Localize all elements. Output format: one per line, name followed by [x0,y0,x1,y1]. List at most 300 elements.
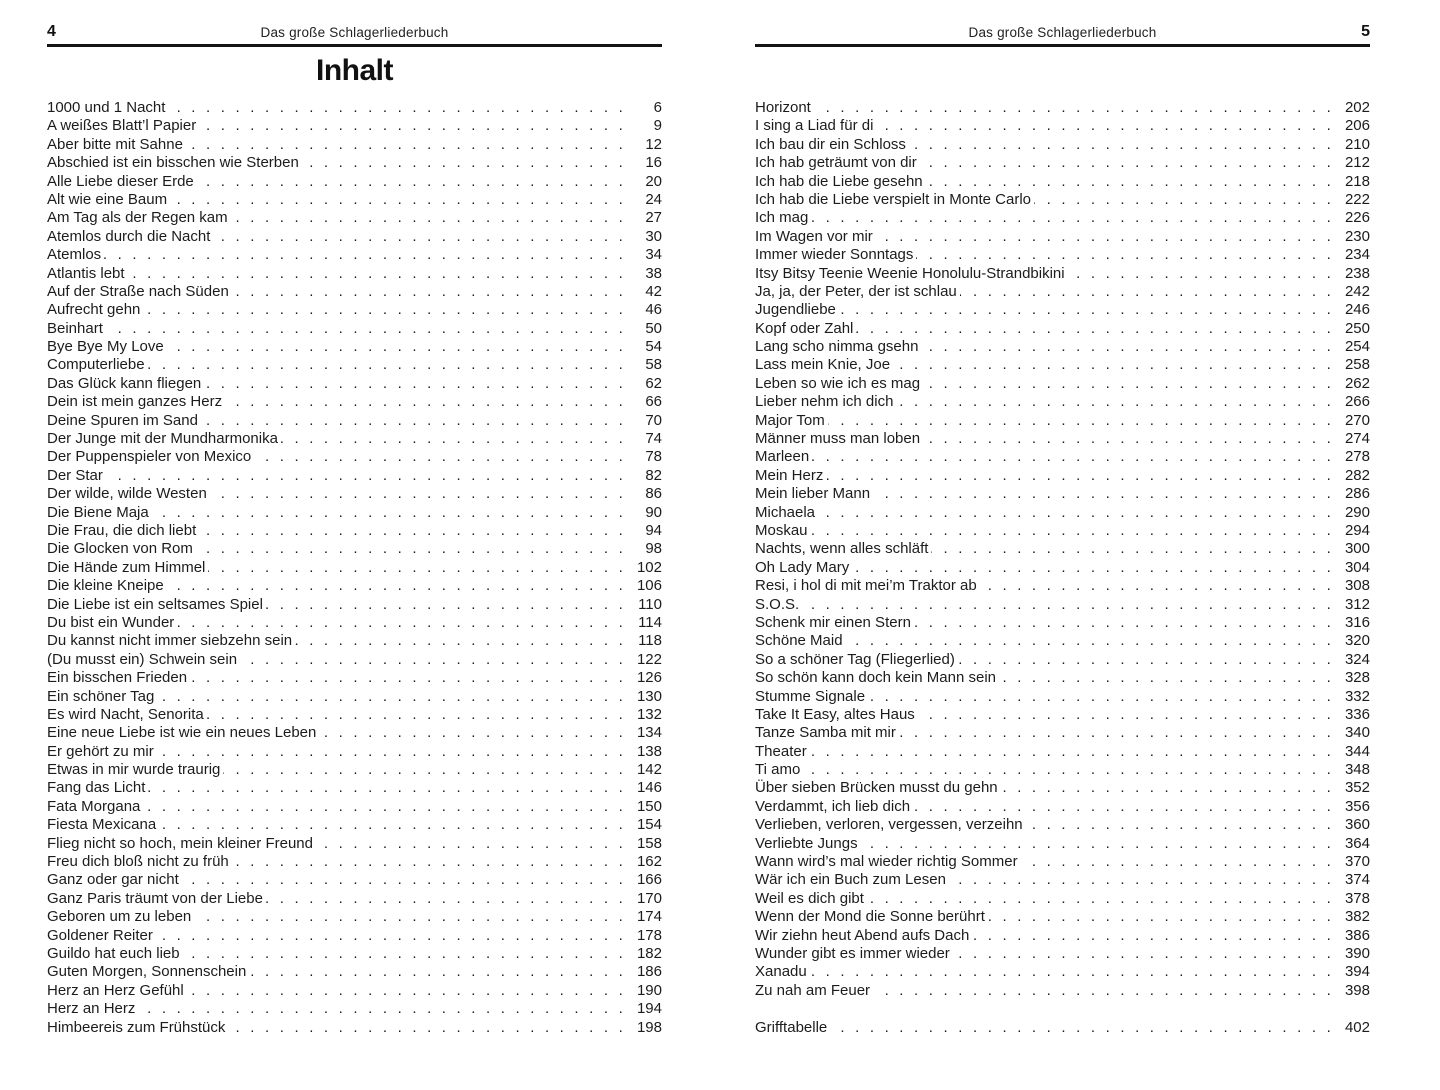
song-page-number: 114 [638,613,662,631]
song-page-number: 166 [636,871,662,889]
song-title: Wunder gibt es immer wieder [755,944,950,962]
dot-leader [148,356,626,374]
dot-leader [1026,816,1334,834]
song-page-number: 90 [645,503,662,521]
dot-leader [802,596,1334,614]
toc-entry [47,485,662,503]
song-title: Geboren um zu leben [47,908,192,926]
song-title: Auf der Straße nach Süden [47,282,229,300]
toc-entry [755,1019,1370,1037]
song-page-number: 38 [645,264,662,282]
dot-leader [916,246,1334,264]
song-title: Deine Spuren im Sand [47,411,198,429]
song-page-number: 386 [1344,926,1370,944]
toc-entry [47,283,662,301]
song-title: Verlieben, verloren, vergessen, verzeihn [755,816,1023,834]
dot-leader [921,338,1334,356]
song-page-number: 82 [645,466,662,484]
song-page-number: 356 [1344,797,1370,815]
song-page-number: 352 [1344,779,1370,797]
dot-leader [228,1019,626,1037]
song-page-number: 402 [1344,1018,1370,1036]
dot-leader [830,1019,1334,1037]
song-title: Du bist ein Wunder [47,613,175,631]
song-title: Oh Lady Mary [755,558,850,576]
song-title: Ganz oder gar nicht [47,871,179,889]
toc-entry [755,412,1370,430]
song-page-number: 218 [1344,172,1370,190]
song-page-number: 202 [1344,99,1370,116]
song-title: Der Puppenspieler von Mexico [47,448,252,466]
header-rule-right [755,44,1370,47]
song-title: 1000 und 1 Nacht [47,99,166,116]
song-title: Freu dich bloß nicht zu früh [47,853,229,871]
song-page-number: 158 [636,834,662,852]
toc-entry [47,927,662,945]
toc-entry [47,724,662,742]
toc-entry [47,412,662,430]
song-title: Computerliebe [47,356,145,374]
song-page-number: 390 [1344,944,1370,962]
toc-entry [47,246,662,264]
toc-entry [755,301,1370,319]
song-title: Atlantis lebt [47,264,125,282]
song-title: Der Star [47,466,103,484]
toc-entry [755,927,1370,945]
song-title: Eine neue Liebe ist wie ein neues Leben [47,724,317,742]
dot-leader [266,596,626,614]
song-title: Mein lieber Mann [755,485,871,503]
dot-leader [949,871,1334,889]
song-title: Die kleine Kneipe [47,577,164,595]
dot-leader [295,632,626,650]
dot-leader [923,430,1334,448]
toc-entry [47,522,662,540]
song-title: Major Tom [755,411,825,429]
song-title: Fata Morgana [47,797,141,815]
song-page-number: 300 [1344,540,1370,558]
toc-entry [755,724,1370,742]
toc-entry [47,743,662,761]
toc-entry [47,448,662,466]
song-page-number: 146 [636,779,662,797]
song-title: Das Glück kann fliegen [47,374,202,392]
song-page-number: 348 [1344,761,1370,779]
song-page-number: 118 [638,632,662,650]
dot-leader [812,448,1334,466]
toc-entry [755,191,1370,209]
song-title: Im Wagen vor mir [755,227,873,245]
toc-entry [755,246,1370,264]
dot-leader [168,99,626,117]
toc-entry [755,173,1370,191]
song-page-number: 132 [636,705,662,723]
dot-leader [106,467,626,485]
toc-entry [47,688,662,706]
song-page-number: 94 [645,521,662,539]
song-title: Lass mein Knie, Joe [755,356,891,374]
dot-leader [210,485,626,503]
song-title: Abschied ist ein bisschen wie Sterben [47,154,299,172]
toc-entry [47,540,662,558]
dot-leader [204,375,626,393]
dot-leader [177,614,626,632]
dot-leader [106,320,626,338]
toc-entry [47,853,662,871]
song-title: Dein ist mein ganzes Herz [47,393,223,411]
dot-leader [249,963,626,981]
dot-leader [828,412,1334,430]
book-page-4 [47,0,662,1090]
toc-entry [47,945,662,963]
toc-entry [755,945,1370,963]
song-title: Aber bitte mit Sahne [47,135,183,153]
dot-leader [980,577,1334,595]
song-page-number: 6 [653,99,662,116]
toc-entry [47,871,662,889]
toc-entry [755,485,1370,503]
song-title: Horizont [755,99,811,116]
toc-entry [47,430,662,448]
song-page-number: 50 [645,319,662,337]
toc-entry [47,467,662,485]
toc-entry [755,816,1370,834]
song-title: Ich bau dir ein Schloss [755,135,906,153]
song-title: Ja, ja, der Peter, der ist schlau [755,282,957,300]
song-title: Flieg nicht so hoch, mein kleiner Freund [47,834,313,852]
toc-entry [47,301,662,319]
dot-leader [868,688,1334,706]
song-title: Ganz Paris träumt von der Liebe [47,889,263,907]
dot-leader [196,540,626,558]
song-title: Immer wieder Sonntags [755,246,914,264]
song-title: Verdammt, ich lieb dich [755,797,911,815]
dot-leader [931,540,1334,558]
song-title: Ich hab geträumt von dir [755,154,917,172]
song-page-number: 266 [1344,393,1370,411]
song-page-number: 86 [645,485,662,503]
dot-leader [190,669,626,687]
song-page-number: 270 [1344,411,1370,429]
song-title: Du kannst nicht immer siebzehn sein [47,632,293,650]
toc-entry [755,320,1370,338]
song-title: Schöne Maid [755,632,843,650]
song-page-number: 42 [645,282,662,300]
dot-leader [926,173,1334,191]
song-page-number: 122 [636,650,662,668]
song-page-number: 222 [1344,190,1370,208]
song-page-number: 30 [645,227,662,245]
dot-leader [199,522,626,540]
page-number-right: 5 [1361,23,1370,40]
song-title: Wir ziehn heut Abend aufs Dach [755,926,970,944]
toc-entry [47,963,662,981]
song-title: Goldener Reiter [47,926,153,944]
song-title: Ich mag [755,209,809,227]
toc-entry [755,798,1370,816]
dot-leader [896,393,1334,411]
song-page-number: 258 [1344,356,1370,374]
toc-entry [755,467,1370,485]
dot-leader [920,154,1334,172]
toc-entry [47,320,662,338]
toc-entry [47,798,662,816]
song-title: Lieber nehm ich dich [755,393,894,411]
song-page-number: 24 [645,190,662,208]
song-page-number: 126 [636,669,662,687]
dot-leader [1068,265,1334,283]
song-title: Wär ich ein Buch zum Lesen [755,871,946,889]
toc-entry [47,375,662,393]
header-rule-left [47,44,662,47]
song-title: Schenk mir einen Stern [755,613,911,631]
toc-entry [755,761,1370,779]
song-page-number: 206 [1344,117,1370,135]
dot-leader [148,779,626,797]
song-page-number: 170 [636,889,662,907]
song-title: So a schöner Tag (Fliegerlied) [755,650,955,668]
song-page-number: 382 [1344,908,1370,926]
song-title: Die Frau, die dich liebt [47,521,197,539]
toc-entry [47,338,662,356]
song-page-number: 374 [1344,871,1370,889]
song-title: Der Junge mit der Mundharmonika [47,430,278,448]
dot-leader [138,1000,626,1018]
dot-leader [156,927,626,945]
song-page-number: 162 [636,853,662,871]
song-page-number: 54 [645,338,662,356]
dot-leader [810,743,1334,761]
song-page-number: 106 [636,577,662,595]
song-page-number: 58 [645,356,662,374]
song-title: Die Glocken von Rom [47,540,193,558]
dot-leader [167,577,626,595]
song-page-number: 304 [1344,558,1370,576]
song-page-number: 274 [1344,430,1370,448]
dot-leader [281,430,626,448]
dot-leader [918,706,1334,724]
toc-entry [755,522,1370,540]
dot-leader [826,467,1334,485]
song-title: (Du musst ein) Schwein sein [47,650,238,668]
toc-entry [47,393,662,411]
song-title: Theater [755,742,807,760]
dot-leader [909,136,1334,154]
dot-leader [803,761,1334,779]
toc-entry [47,835,662,853]
song-title: Lang scho nimma gsehn [755,338,919,356]
song-page-number: 178 [636,926,662,944]
toc-entry [47,761,662,779]
song-title: Fang das Licht [47,779,146,797]
song-title: Take It Easy, altes Haus [755,705,915,723]
toc-entry [47,154,662,172]
dot-leader [254,448,626,466]
song-page-number: 394 [1344,963,1370,981]
song-page-number: 9 [653,117,662,135]
song-page-number: 138 [636,742,662,760]
dot-leader [316,835,626,853]
dot-leader [861,835,1334,853]
song-page-number: 134 [636,724,662,742]
toc-entry [755,890,1370,908]
dot-leader [873,485,1334,503]
song-page-number: 242 [1344,282,1370,300]
song-title: Wenn der Mond die Sonne berührt [755,908,985,926]
dot-leader [958,651,1334,669]
dot-leader [240,651,626,669]
toc-entry [755,669,1370,687]
song-title: Kopf oder Zahl [755,319,854,337]
toc-entry [755,614,1370,632]
toc-entry [755,853,1370,871]
song-title: Nachts, wenn alles schläft [755,540,929,558]
song-page-number: 294 [1344,521,1370,539]
song-page-number: 70 [645,411,662,429]
song-title: So schön kann doch kein Mann sein [755,669,996,687]
song-title: Leben so wie ich es mag [755,374,921,392]
song-title: Atemlos [47,246,102,264]
song-title: I sing a Liad für di [755,117,874,135]
dot-leader [960,283,1334,301]
dot-leader [899,724,1334,742]
song-title: Etwas in mir wurde traurig [47,761,221,779]
dot-leader [811,522,1334,540]
toc-entry [47,99,662,117]
dot-leader [846,632,1334,650]
dot-leader [914,614,1334,632]
dot-leader [1001,779,1334,797]
toc-entry [47,908,662,926]
toc-entry [755,375,1370,393]
song-title: A weißes Blatt’l Papier [47,117,197,135]
dot-leader [183,945,626,963]
song-page-number: 320 [1344,632,1370,650]
book-page-5 [755,0,1370,1090]
song-page-number: 290 [1344,503,1370,521]
song-title: Itsy Bitsy Teenie Weenie Honolulu-Strandbikini [755,264,1065,282]
song-page-number: 20 [645,172,662,190]
song-title: Moskau [755,521,808,539]
toc-entry [755,356,1370,374]
toc-entry [755,632,1370,650]
song-page-number: 27 [645,209,662,227]
toc-entry [47,559,662,577]
dot-leader [302,154,626,172]
song-title: Guten Morgen, Sonnenschein [47,963,247,981]
dot-leader [225,393,626,411]
toc-entry [47,779,662,797]
song-title: Die Hände zum Himmel [47,558,206,576]
dot-leader [201,412,626,430]
dot-leader [1034,191,1334,209]
toc-entry [47,632,662,650]
song-page-number: 12 [645,135,662,153]
song-title: Tanze Samba mit mir [755,724,896,742]
song-title: Alle Liebe dieser Erde [47,172,194,190]
toc-entry [755,338,1370,356]
dot-leader [207,706,626,724]
song-page-number: 238 [1344,264,1370,282]
dot-leader [157,688,626,706]
dot-leader [856,320,1334,338]
dot-leader [231,209,626,227]
song-page-number: 250 [1344,319,1370,337]
song-title: Es wird Nacht, Senorita [47,705,204,723]
song-title: Alt wie eine Baum [47,190,168,208]
toc-entry [47,117,662,135]
song-title: Ich hab die Liebe verspielt in Monte Carlo [755,190,1031,208]
song-page-number: 46 [645,301,662,319]
dot-leader [893,356,1334,374]
toc-entry [755,559,1370,577]
dot-leader [988,908,1334,926]
song-title: Himbeereis zum Frühstück [47,1018,226,1036]
song-title: Stumme Signale [755,687,866,705]
toc-entry [47,890,662,908]
dot-leader [187,982,626,1000]
song-title: Mein Herz [755,466,824,484]
toc-entry [755,265,1370,283]
song-title: Ti amo [755,761,801,779]
song-page-number: 194 [636,1000,662,1018]
song-page-number: 186 [636,963,662,981]
song-page-number: 246 [1344,301,1370,319]
song-page-number: 34 [645,246,662,264]
toc-entry [47,577,662,595]
toc-entry [755,209,1370,227]
song-page-number: 234 [1344,246,1370,264]
toc-entry [47,1019,662,1037]
dot-leader [999,669,1334,687]
dot-leader [232,853,626,871]
song-title: Über sieben Brücken musst du gehn [755,779,998,797]
song-page-number: 102 [636,558,662,576]
running-header-left: Das große Schlagerliederbuch [260,25,449,40]
toc-entry [47,982,662,1000]
toc-entry [47,265,662,283]
dot-leader [223,761,626,779]
song-title: Männer muss man loben [755,430,921,448]
song-page-number: 198 [636,1018,662,1036]
toc-entry [755,577,1370,595]
toc-main-list [755,99,1370,1000]
toc-entry [47,816,662,834]
dot-leader [913,798,1334,816]
toc-entry [47,136,662,154]
song-title: Ich hab die Liebe gesehn [755,172,923,190]
dot-leader [143,301,626,319]
song-page-number: 360 [1344,816,1370,834]
dot-leader [152,504,626,522]
toc-entry [755,743,1370,761]
song-title: Grifftabelle [755,1018,828,1036]
dot-leader [197,173,626,191]
toc-entry [755,504,1370,522]
song-page-number: 262 [1344,374,1370,392]
dot-leader [128,265,626,283]
song-title: Die Liebe ist ein seltsames Spiel [47,595,263,613]
toc-entry [47,614,662,632]
dot-leader [972,927,1334,945]
song-title: Der wilde, wilde Westen [47,485,207,503]
toc-entry [755,430,1370,448]
song-page-number: 150 [636,797,662,815]
toc-entry [47,209,662,227]
toc-entry [755,136,1370,154]
toc-column-right [755,99,1370,1037]
toc-column-left [47,99,662,1037]
